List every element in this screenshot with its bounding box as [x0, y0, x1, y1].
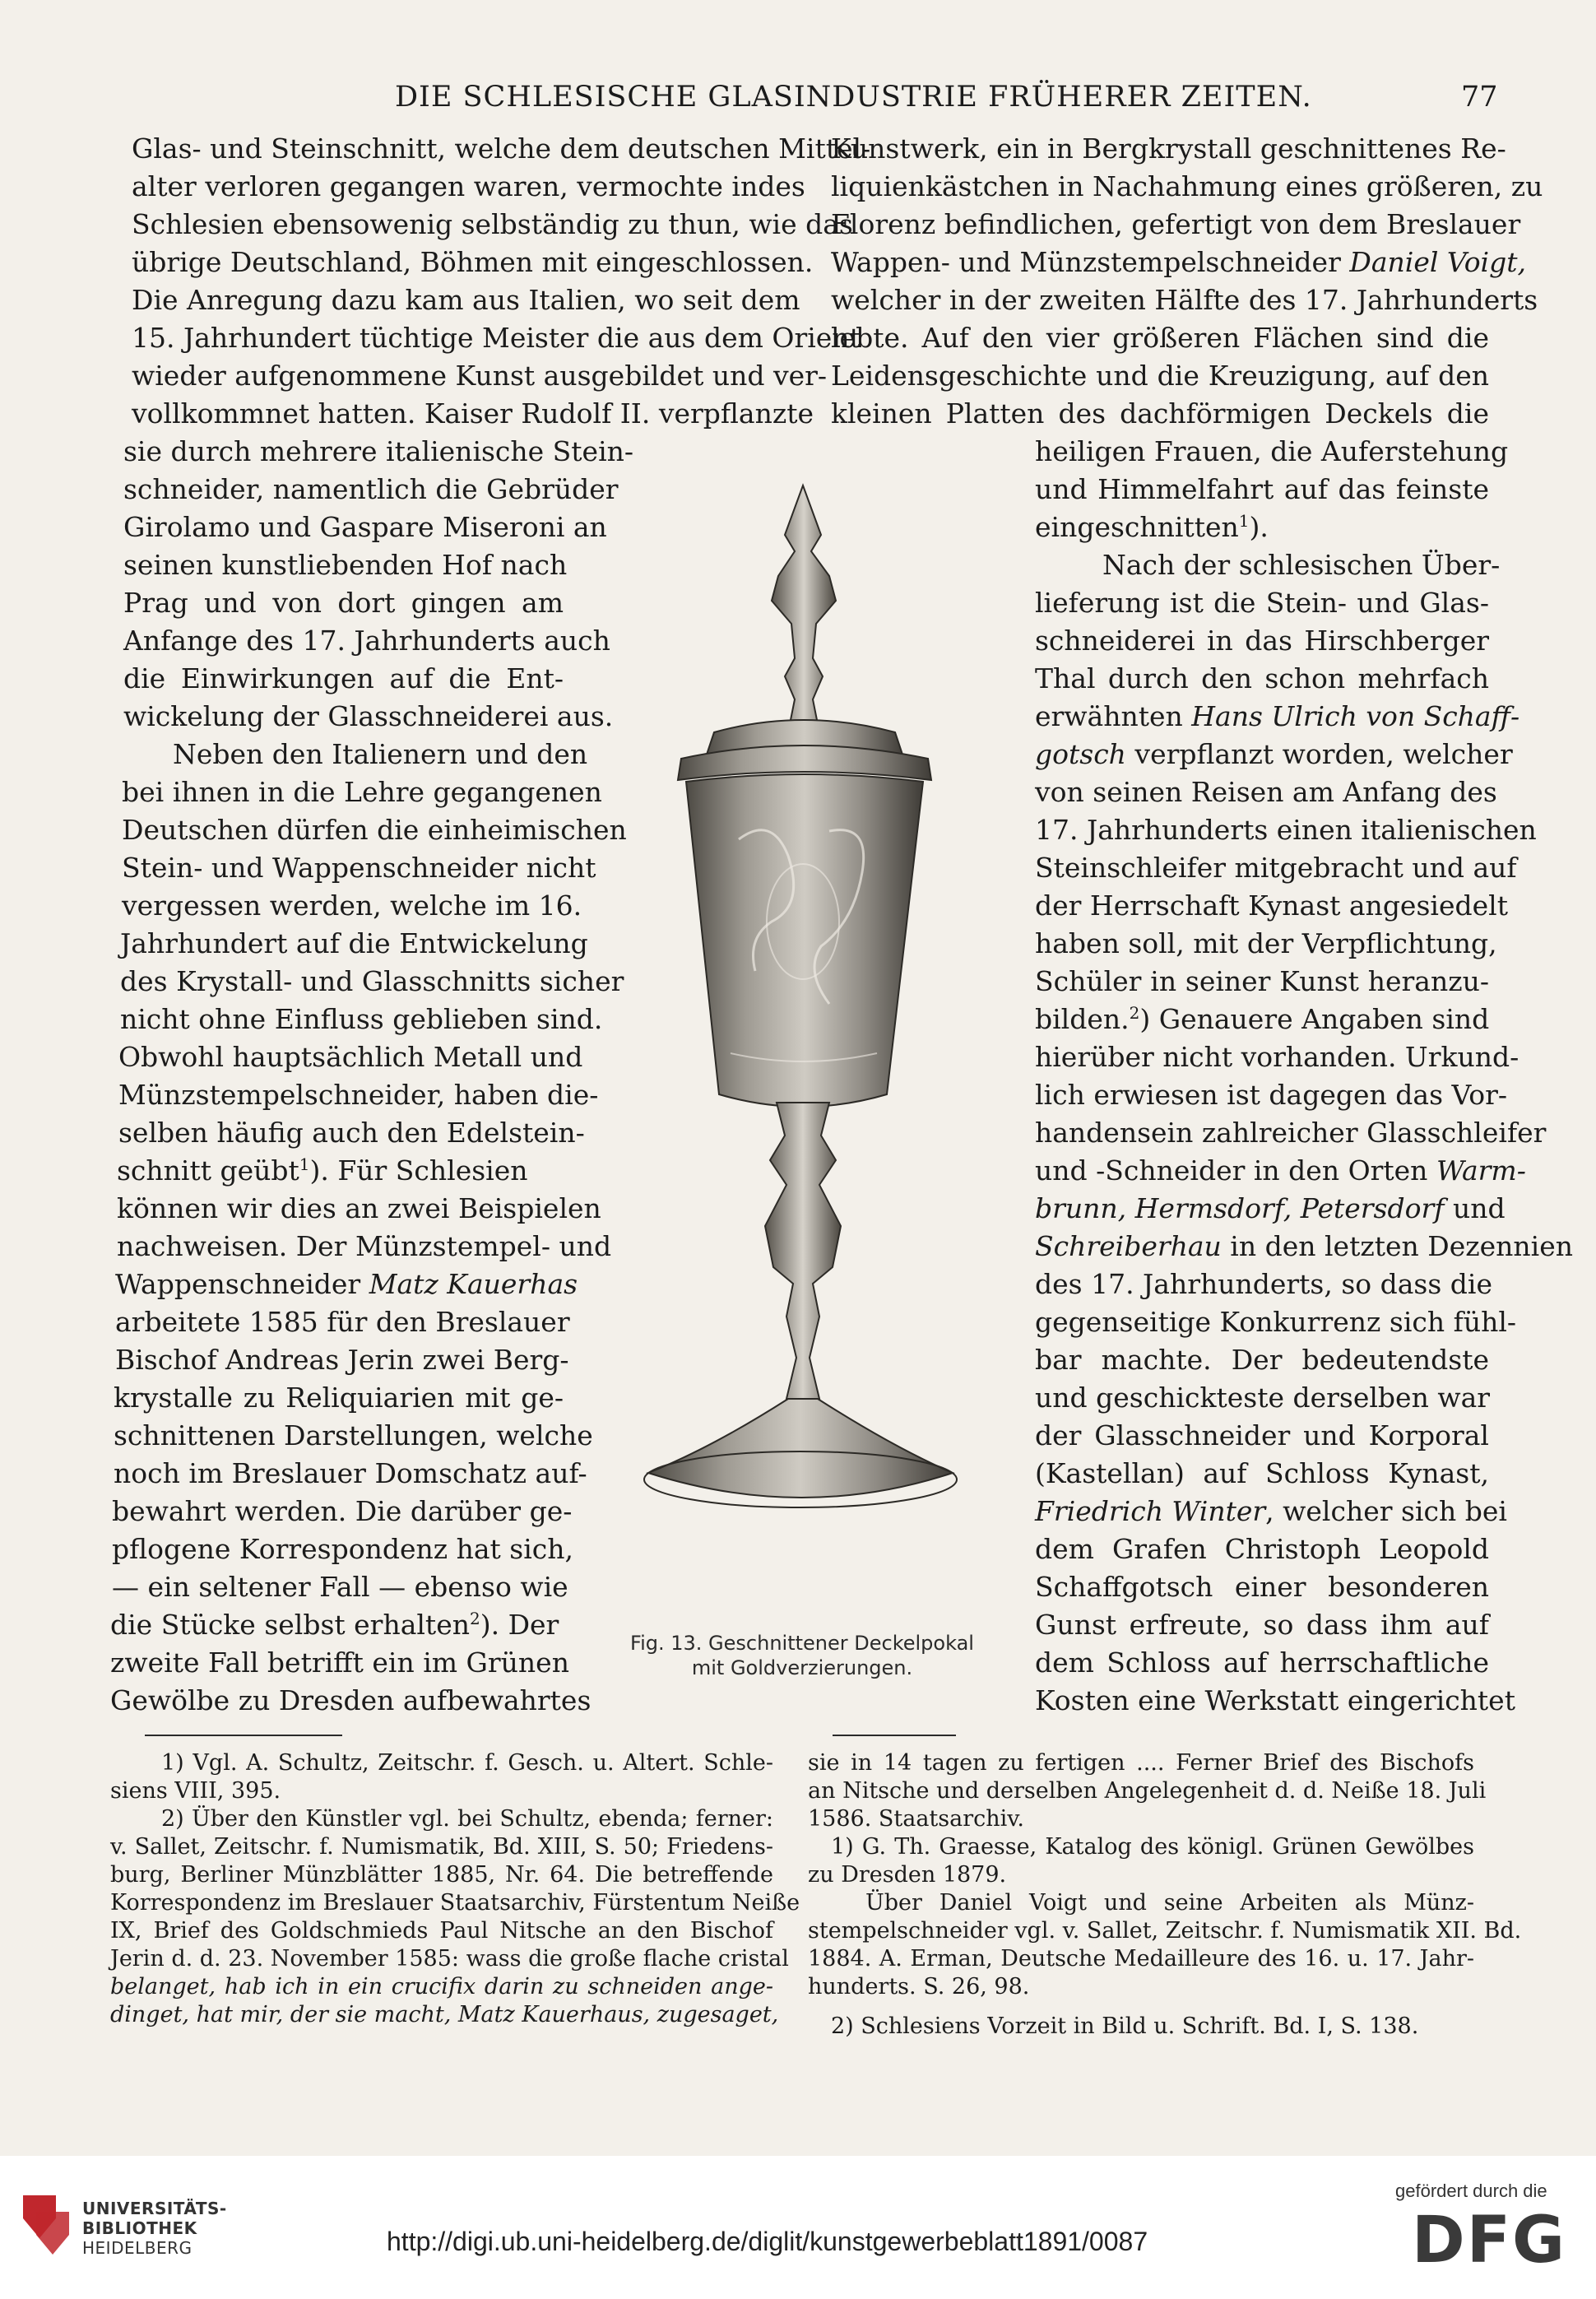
- right-line: Leidensgeschichte und die Kreuzigung, auf den: [831, 360, 1489, 392]
- right-line: [1035, 509, 1489, 546]
- right-line: der Glasschneider und Korporal: [1035, 1419, 1489, 1451]
- left-line: Gewölbe zu Dresden aufbewahrtes: [110, 1684, 592, 1716]
- right-line: 17. Jahrhunderts einen italienischen: [1035, 814, 1537, 846]
- right-line: Nach der schlesischen Über-: [1102, 549, 1501, 581]
- right-line: Steinschleifer mitgebracht und auf: [1035, 852, 1517, 884]
- footnote-line: Über Daniel Voigt und seine Arbeiten als Münz-: [865, 1890, 1474, 1916]
- page-number: 77: [1461, 81, 1498, 114]
- left-line: noch im Breslauer Domschatz auf-: [114, 1457, 587, 1489]
- right-line-text: ) Genauere Angaben sind: [1139, 1003, 1490, 1035]
- right-line: [1035, 1228, 1574, 1266]
- right-line: dem Grafen Christoph Leopold: [1035, 1533, 1489, 1565]
- left-line: vollkommnet hatten. Kaiser Rudolf II. verpflanzte: [132, 397, 814, 430]
- right-line-text: Wappen- und Münzstempelschneider: [831, 246, 1341, 278]
- right-line: Florenz befindlichen, gefertigt von dem Breslauer: [831, 208, 1521, 240]
- footnote-line: 1) G. Th. Graesse, Katalog des königl. Grünen Gewölbes: [831, 1834, 1474, 1860]
- dfg-logo[interactable]: DFG: [1412, 2204, 1567, 2278]
- right-line: lich erwiesen ist dagegen das Vor-: [1035, 1079, 1508, 1111]
- footnote-line: sie in 14 tagen zu fertigen .... Ferner Brief des Bischofs: [808, 1750, 1474, 1776]
- left-line-text: die Stücke selbst erhalten: [110, 1609, 470, 1641]
- right-line: schneiderei in das Hirschberger: [1035, 625, 1489, 657]
- left-line: vergessen werden, welche im 16.: [122, 889, 582, 922]
- left-line: [117, 1152, 564, 1190]
- left-line: Girolamo und Gaspare Miseroni an: [123, 511, 607, 543]
- library-name-line: BIBLIOTHEK: [82, 2218, 197, 2238]
- left-line: arbeitete 1585 für den Breslauer: [115, 1306, 570, 1338]
- left-line-text: Wappenschneider: [115, 1268, 361, 1300]
- person-name: Hans Ulrich von Schaff-: [1191, 700, 1520, 732]
- person-name: Matz Kauerhas: [369, 1268, 578, 1300]
- left-line: wieder aufgenommene Kunst ausgebildet und ver-: [132, 360, 828, 392]
- right-line-text: ).: [1249, 511, 1269, 543]
- footnote-line: Jerin d. d. 23. November 1585: wass die große flache cristal: [110, 1946, 789, 1972]
- person-name: gotsch: [1035, 738, 1126, 770]
- right-line: liquienkästchen in Nachahmung eines größeren, zu: [831, 170, 1543, 202]
- right-line: [1035, 1001, 1489, 1038]
- right-line: und geschickteste derselben war: [1035, 1382, 1491, 1414]
- right-line: gegenseitige Konkurrenz sich fühl-: [1035, 1306, 1517, 1338]
- viewer-footer: [0, 2156, 1596, 2299]
- right-line: haben soll, mit der Verpflichtung,: [1035, 927, 1497, 959]
- right-line: welcher in der zweiten Hälfte des 17. Jahrhunderts: [831, 284, 1538, 316]
- left-line: des Krystall- und Glasschnitts sicher: [120, 965, 624, 997]
- place-name: Warm-: [1436, 1154, 1526, 1187]
- footnote-line: an Nitsche und derselben Angelegenheit d. d. Neiße 18. Juli: [808, 1778, 1487, 1804]
- left-line: krystalle zu Reliquiarien mit ge-: [114, 1382, 564, 1414]
- footnote-line: Korrespondenz im Breslauer Staatsarchiv, Fürstentum Neiße: [110, 1890, 800, 1916]
- place-name: Schreiberhau: [1035, 1230, 1222, 1262]
- right-line: Kosten eine Werkstatt eingerichtet: [1035, 1684, 1515, 1716]
- right-line: lebte. Auf den vier größeren Flächen sind die: [831, 322, 1489, 354]
- covered-goblet-illustration: [615, 461, 986, 1580]
- right-line: Gunst erfreute, so dass ihm auf: [1035, 1609, 1489, 1641]
- footnote-line: dinget, hat mir, der sie macht, Matz Kauerhaus, zugesaget,: [110, 2002, 779, 2027]
- right-line: handensein zahlreicher Glasschleifer: [1035, 1117, 1547, 1149]
- left-line: sie durch mehrere italienische Stein-: [123, 435, 634, 467]
- right-line: [1035, 698, 1520, 736]
- left-line: Schlesien ebensowenig selbständig zu thun, wie das: [132, 208, 853, 240]
- right-line: Thal durch den schon mehrfach: [1035, 662, 1489, 694]
- footnote-ref: 2: [469, 1609, 480, 1628]
- right-line-text: in den letzten Dezennien: [1221, 1230, 1574, 1262]
- right-line: [1035, 1152, 1526, 1190]
- footnote-line: belanget, hab ich in ein crucifix darin zu schneiden ange-: [110, 1974, 773, 1999]
- right-line: hierüber nicht vorhanden. Urkund-: [1035, 1041, 1519, 1073]
- right-line: kleinen Platten des dachförmigen Deckels die: [831, 397, 1489, 430]
- right-line: des 17. Jahrhunderts, so dass die: [1035, 1268, 1493, 1300]
- right-line: Schaffgotsch einer besonderen: [1035, 1571, 1489, 1603]
- footnote-ref: 1: [299, 1154, 310, 1174]
- left-line: — ein seltener Fall — ebenso wie: [112, 1571, 568, 1603]
- right-line: bar machte. Der bedeutendste: [1035, 1344, 1489, 1376]
- left-line-text: schnitt geübt: [117, 1154, 299, 1187]
- footnote-line: zu Dresden 1879.: [808, 1862, 1007, 1888]
- left-line: [115, 1266, 578, 1303]
- footnote-rule: [833, 1735, 956, 1736]
- right-line-text: und -Schneider in den Orten: [1035, 1154, 1428, 1187]
- footnote-line: v. Sallet, Zeitschr. f. Numismatik, Bd. XIII, S. 50; Friedens-: [110, 1834, 773, 1860]
- footnote-line: 1586. Staatsarchiv.: [808, 1806, 1024, 1832]
- person-name: Daniel Voigt,: [1349, 246, 1526, 278]
- footnote-ref: 1: [1238, 511, 1250, 531]
- footnote-line: hunderts. S. 26, 98.: [808, 1974, 1030, 1999]
- left-line: alter verloren gegangen waren, vermochte indes: [132, 170, 805, 202]
- left-line: Anfange des 17. Jahrhunderts auch: [123, 625, 610, 657]
- right-line: [1035, 1190, 1506, 1228]
- person-name: Friedrich Winter: [1035, 1495, 1266, 1527]
- left-line: wickelung der Glasschneiderei aus.: [123, 700, 614, 732]
- footnote-line: 1) Vgl. A. Schultz, Zeitschr. f. Gesch. u. Altert. Schle-: [161, 1750, 773, 1776]
- left-line: Deutschen dürfen die einheimischen: [122, 814, 627, 846]
- right-line: lieferung ist die Stein- und Glas-: [1035, 587, 1489, 619]
- left-line: Münzstempelschneider, haben die-: [118, 1079, 599, 1111]
- left-line-text: ). Für Schlesien: [309, 1154, 528, 1187]
- left-line: Bischof Andreas Jerin zwei Berg-: [115, 1344, 569, 1376]
- left-line: Obwohl hauptsächlich Metall und: [118, 1041, 583, 1073]
- footnote-line: stempelschneider vgl. v. Sallet, Zeitschr. f. Numismatik XII. Bd.: [808, 1918, 1522, 1944]
- footnote-line: 2) Schlesiens Vorzeit in Bild u. Schrift. Bd. I, S. 138.: [831, 2013, 1419, 2039]
- right-line-text: und: [1444, 1192, 1506, 1224]
- left-line: Stein- und Wappenschneider nicht: [122, 852, 596, 884]
- right-line: Kunstwerk, ein in Bergkrystall geschnittenes Re-: [831, 132, 1506, 165]
- left-line: schnittenen Darstellungen, welche: [114, 1419, 593, 1451]
- left-line-text: ). Der: [480, 1609, 559, 1641]
- right-line-text: verpflanzt worden, welcher: [1125, 738, 1513, 770]
- right-line: [831, 244, 1526, 281]
- permalink-url[interactable]: http://digi.ub.uni-heidelberg.de/diglit/kunstgewerbeblatt1891/0087: [387, 2227, 1148, 2256]
- right-line: von seinen Reisen am Anfang des: [1035, 776, 1497, 808]
- left-line: Neben den Italienern und den: [173, 738, 588, 770]
- right-line: heiligen Frauen, die Auferstehung: [1035, 435, 1509, 467]
- left-line: Die Anregung dazu kam aus Italien, wo seit dem: [132, 284, 800, 316]
- left-line: zweite Fall betrifft ein im Grünen: [110, 1646, 569, 1679]
- ub-emblem-icon: [18, 2190, 76, 2260]
- footnote-rule: [145, 1735, 342, 1736]
- footnote-line: burg, Berliner Münzblätter 1885, Nr. 64. Die betreffende: [110, 1862, 773, 1888]
- library-name-line: HEIDELBERG: [82, 2238, 193, 2258]
- right-line: und Himmelfahrt auf das feinste: [1035, 473, 1489, 505]
- right-line-text: bilden.: [1035, 1003, 1130, 1035]
- right-line: [1035, 1493, 1507, 1530]
- right-line: der Herrschaft Kynast angesiedelt: [1035, 889, 1508, 922]
- running-title: DIE SCHLESISCHE GLASINDUSTRIE FRÜHERER ZEITEN.: [395, 81, 1312, 114]
- footnote-line: 1884. A. Erman, Deutsche Medailleure des 16. u. 17. Jahr-: [808, 1946, 1474, 1972]
- left-line: selben häufig auch den Edelstein-: [118, 1117, 585, 1149]
- place-name: brunn, Hermsdorf, Petersdorf: [1035, 1192, 1445, 1224]
- footnote-ref: 2: [1129, 1003, 1140, 1023]
- left-line: seinen kunstliebenden Hof nach: [123, 549, 568, 581]
- footnote-line: IX, Brief des Goldschmieds Paul Nitsche an den Bischof: [110, 1918, 773, 1944]
- left-line: bewahrt werden. Die darüber ge-: [112, 1495, 573, 1527]
- left-line: pflogene Korrespondenz hat sich,: [112, 1533, 573, 1565]
- left-line: Glas- und Steinschnitt, welche dem deutschen Mittel-: [132, 132, 871, 165]
- left-line: [110, 1606, 564, 1644]
- right-line: dem Schloss auf herrschaftliche: [1035, 1646, 1489, 1679]
- caption-line: Fig. 13. Geschnittener Deckelpokal: [630, 1632, 974, 1655]
- left-line: die Einwirkungen auf die Ent-: [123, 662, 564, 694]
- right-line-text: eingeschnitten: [1035, 511, 1239, 543]
- footnote-line: 2) Über den Künstler vgl. bei Schultz, ebenda; ferner:: [161, 1806, 773, 1832]
- left-line: können wir dies an zwei Beispielen: [117, 1192, 601, 1224]
- caption-line: mit Goldverzierungen.: [691, 1656, 913, 1679]
- right-line-text: erwähnten: [1035, 700, 1183, 732]
- left-line: bei ihnen in die Lehre gegangenen: [122, 776, 602, 808]
- left-line: übrige Deutschland, Böhmen mit eingeschlossen.: [132, 246, 814, 278]
- goblet-figure: [615, 461, 986, 1580]
- right-line: Schüler in seiner Kunst heranzu-: [1035, 965, 1489, 997]
- left-line: Jahrhundert auf die Entwickelung: [120, 927, 588, 959]
- library-name-line: UNIVERSITÄTS-: [82, 2199, 227, 2218]
- right-line: [1035, 736, 1513, 773]
- left-line: schneider, namentlich die Gebrüder: [123, 473, 619, 505]
- left-line: nachweisen. Der Münzstempel- und: [117, 1230, 612, 1262]
- footnote-line: siens VIII, 395.: [110, 1778, 281, 1804]
- left-line: Prag und von dort gingen am: [123, 587, 564, 619]
- right-line: (Kastellan) auf Schloss Kynast,: [1035, 1457, 1489, 1489]
- left-line: 15. Jahrhundert tüchtige Meister die aus dem Orient: [132, 322, 861, 354]
- right-line-text: , welcher sich bei: [1265, 1495, 1507, 1527]
- left-line: nicht ohne Einfluss geblieben sind.: [120, 1003, 603, 1035]
- funded-by-label: gefördert durch die: [1395, 2181, 1547, 2201]
- figure-caption: [584, 1631, 1020, 1680]
